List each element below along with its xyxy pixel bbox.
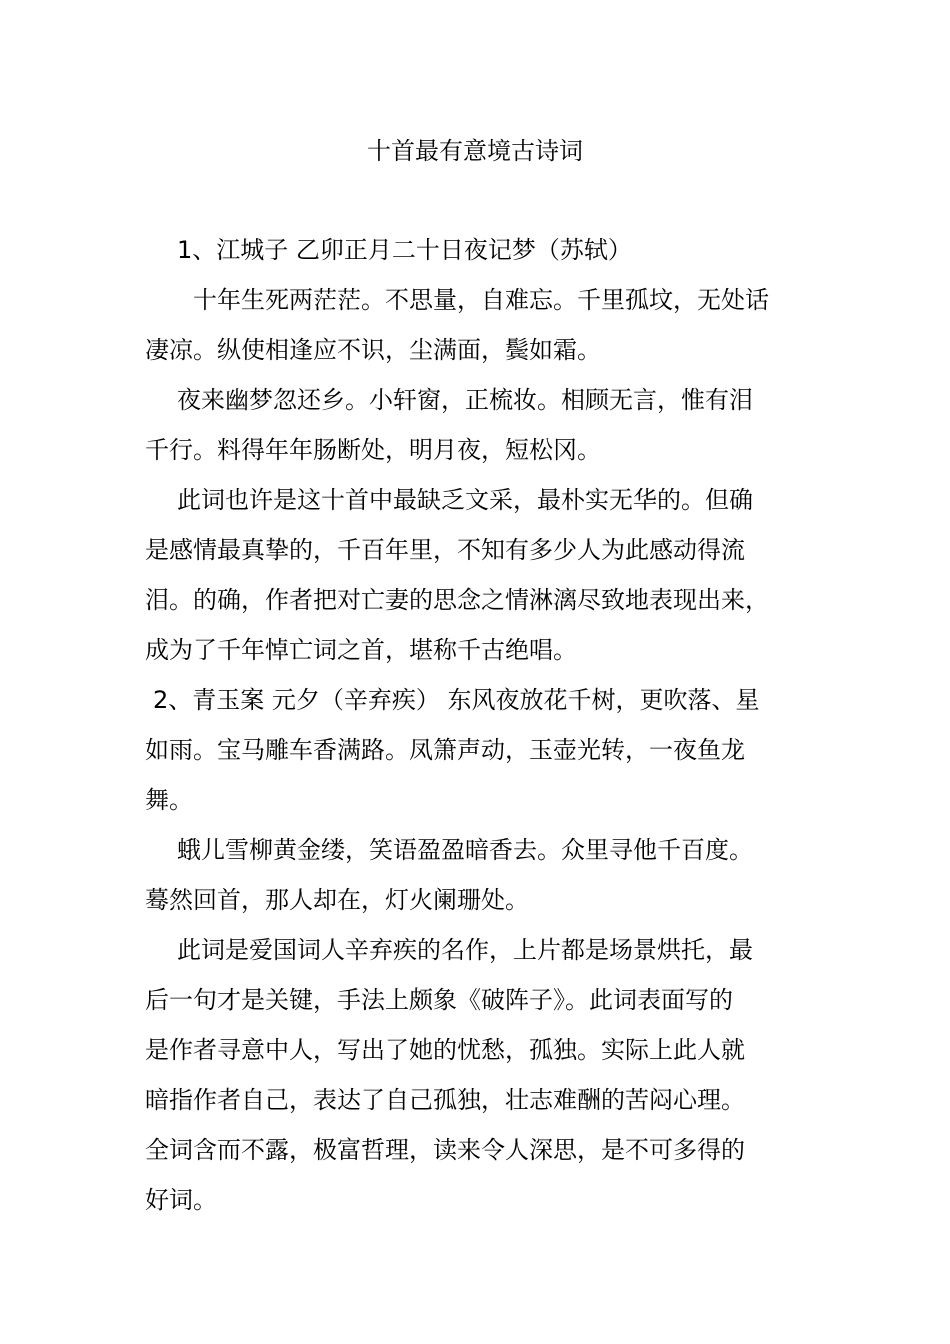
paragraph-line: 此词是爱国词人辛弃疾的名作，上片都是场景烘托，最 — [177, 936, 753, 964]
paragraph-line: 千行。料得年年肠断处，明月夜，短松冈。 — [145, 436, 601, 464]
paragraph-line: 蓦然回首，那人却在，灯火阑珊处。 — [145, 886, 529, 914]
paragraph-line: 好词。 — [145, 1186, 217, 1214]
paragraph-line: 如雨。宝马雕车香满路。凤箫声动，玉壶光转，一夜鱼龙 — [145, 736, 745, 764]
poem-heading-1: 1、江城子 乙卯正月二十日夜记梦（苏轼） — [177, 236, 632, 264]
paragraph-line: 暗指作者自己，表达了自己孤独，壮志难酬的苦闷心理。 — [145, 1086, 745, 1114]
paragraph-line: 成为了千年悼亡词之首，堪称千古绝唱。 — [145, 636, 577, 664]
paragraph-line: 后一句才是关键，手法上颇象《破阵子》。此词表面写的 — [145, 986, 733, 1014]
paragraph-line: 是感情最真挚的，千百年里，不知有多少人为此感动得流 — [145, 536, 745, 564]
page-title: 十首最有意境古诗词 — [367, 137, 583, 165]
paragraph-line: 全词含而不露，极富哲理，读来令人深思，是不可多得的 — [145, 1136, 745, 1164]
paragraph-line: 舞。 — [145, 786, 193, 814]
paragraph-line: 是作者寻意中人，写出了她的忧愁，孤独。实际上此人就 — [145, 1036, 745, 1064]
paragraph-line: 此词也许是这十首中最缺乏文采，最朴实无华的。但确 — [177, 486, 753, 514]
paragraph-line: 泪。的确，作者把对亡妻的思念之情淋漓尽致地表现出来， — [145, 586, 769, 614]
paragraph-line: 十年生死两茫茫。不思量，自难忘。千里孤坟，无处话 — [193, 286, 769, 314]
poem-heading-2: 2、青玉案 元夕（辛弃疾） 东风夜放花千树，更吹落、星 — [153, 686, 760, 714]
paragraph-line: 夜来幽梦忽还乡。小轩窗，正梳妆。相顾无言，惟有泪 — [177, 386, 753, 414]
paragraph-line: 蛾儿雪柳黄金缕，笑语盈盈暗香去。众里寻他千百度。 — [177, 836, 753, 864]
paragraph-line: 凄凉。纵使相逢应不识，尘满面，鬓如霜。 — [145, 336, 601, 364]
